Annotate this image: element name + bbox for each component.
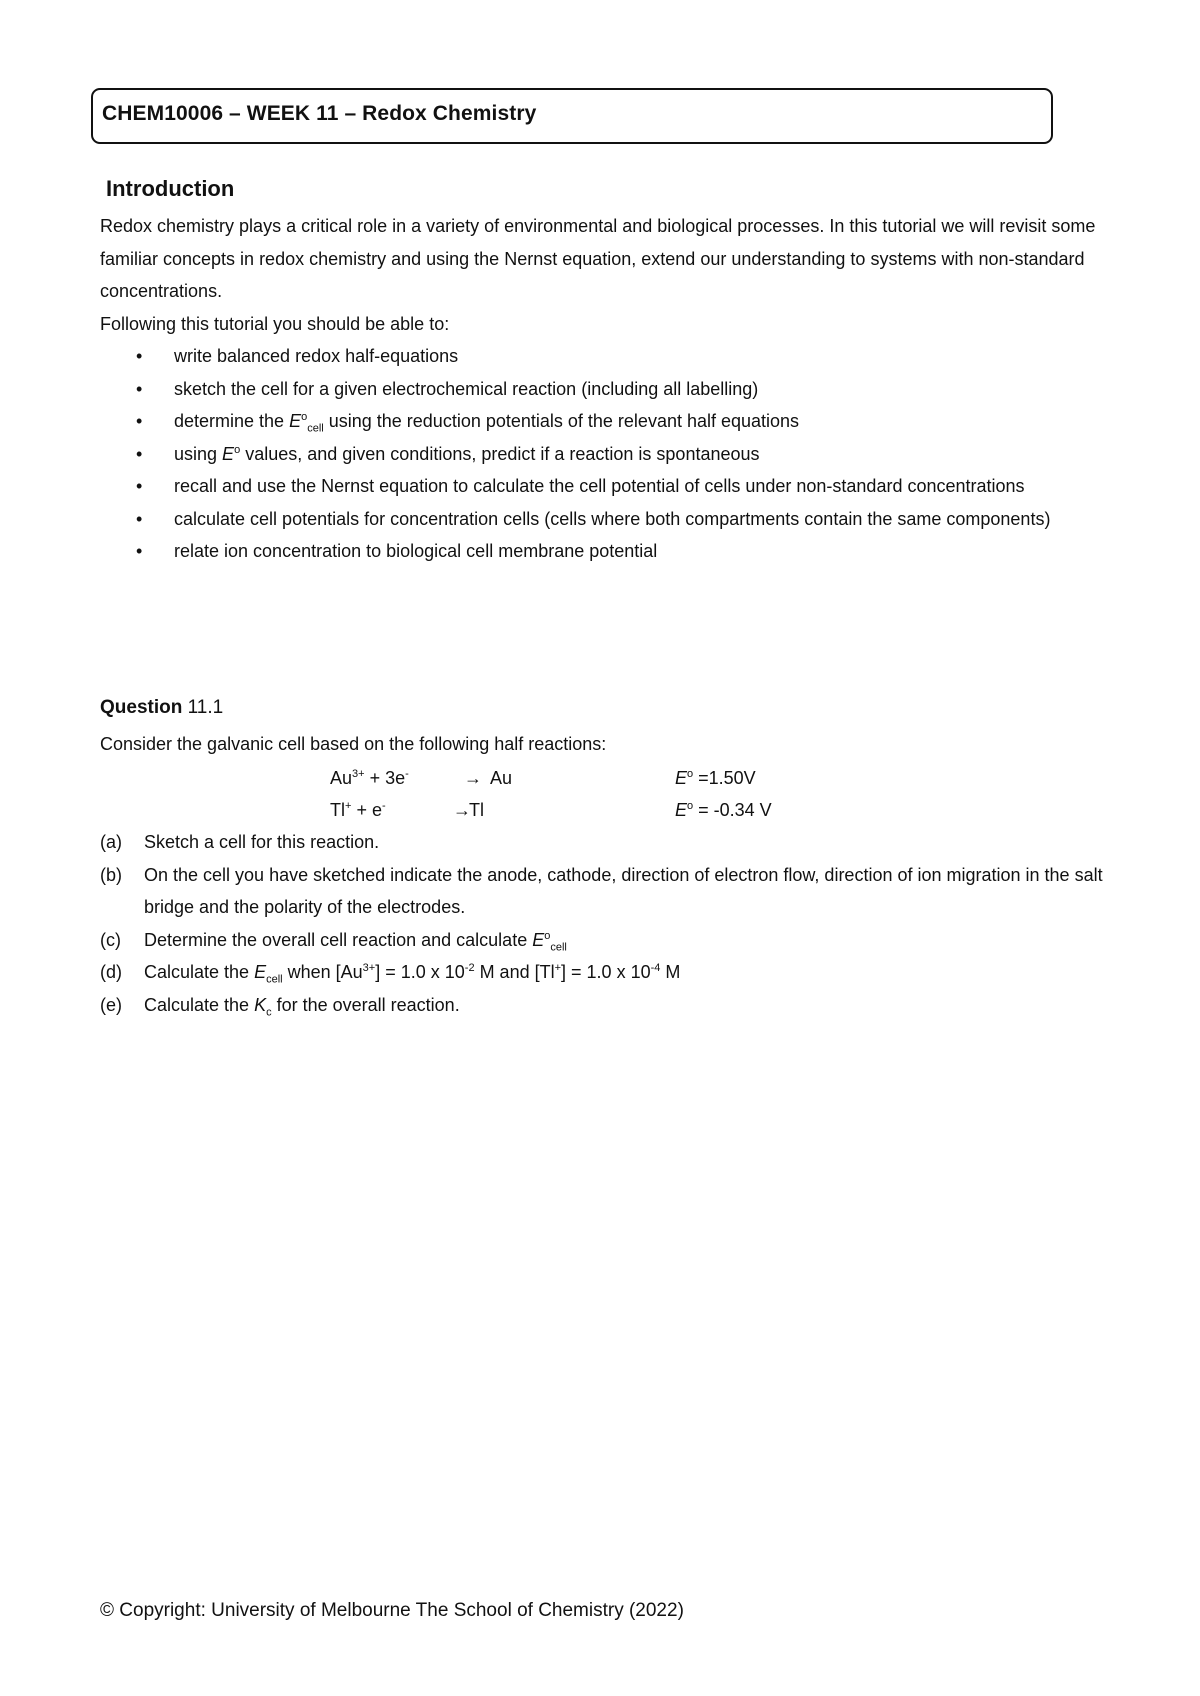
bullet-icon: • bbox=[136, 443, 143, 464]
part-text-post: M bbox=[660, 962, 681, 982]
reactants bbox=[330, 794, 386, 826]
au-charge: 3+ bbox=[362, 962, 376, 974]
list-item bbox=[100, 470, 1100, 503]
question-part-c bbox=[100, 924, 1110, 957]
e-variable: E bbox=[254, 962, 267, 982]
objective-text: write balanced redox half-equations bbox=[174, 346, 459, 366]
bullet-icon: • bbox=[136, 508, 143, 529]
e-variable: E bbox=[289, 411, 302, 431]
electron-charge: - bbox=[405, 768, 409, 780]
exponent: -4 bbox=[650, 962, 661, 974]
electron-charge: - bbox=[381, 800, 386, 812]
ion-charge: + bbox=[345, 800, 352, 812]
standard-superscript: o bbox=[544, 929, 551, 942]
standard-superscript: o bbox=[234, 443, 241, 456]
question-part-d bbox=[100, 956, 1110, 989]
ion-charge: 3+ bbox=[352, 768, 365, 780]
title-box bbox=[91, 88, 1053, 144]
list-item bbox=[100, 535, 1100, 568]
reaction-arrow-icon: → bbox=[453, 800, 471, 820]
exponent: -2 bbox=[464, 962, 475, 974]
cell-subscript: cell bbox=[266, 973, 283, 986]
electrons: + e bbox=[351, 800, 382, 820]
reactants bbox=[330, 762, 409, 794]
standard-superscript: o bbox=[301, 411, 308, 423]
part-label: (b) bbox=[100, 864, 122, 885]
part-text-mid: ] = 1.0 x 10 bbox=[561, 962, 651, 982]
standard-potential bbox=[675, 794, 772, 826]
part-label: (a) bbox=[100, 832, 122, 852]
potential-value: = -0.34 V bbox=[693, 800, 772, 820]
objective-text: sketch the cell for a given electrochemical reaction (including all labelling) bbox=[174, 378, 759, 399]
k-variable: K bbox=[254, 994, 267, 1015]
objectives-lead-in: Following this tutorial you should be able to: bbox=[100, 314, 450, 334]
ion-symbol: Tl bbox=[330, 800, 345, 820]
list-item bbox=[100, 503, 1100, 536]
bullet-icon: • bbox=[136, 411, 143, 431]
part-label: (c) bbox=[100, 929, 121, 950]
e-variable: E bbox=[675, 768, 688, 788]
standard-potential bbox=[675, 762, 756, 794]
introduction-heading: Introduction bbox=[106, 176, 235, 201]
document-title: CHEM10006 – WEEK 11 – Redox Chemistry bbox=[102, 102, 537, 125]
bullet-icon: • bbox=[136, 346, 143, 366]
copyright-footer: © Copyright: University of Melbourne The School of Chemistry (2022) bbox=[100, 1600, 684, 1621]
question-part-e bbox=[100, 989, 1110, 1022]
reaction-arrow-icon: → bbox=[464, 768, 482, 788]
ion-symbol: Au bbox=[330, 768, 353, 788]
part-text-mid: M and [Tl bbox=[474, 962, 555, 982]
bullet-icon: • bbox=[136, 476, 143, 496]
introduction-paragraph: Redox chemistry plays a critical role in a variety of environmental and biological processes. In this tutorial we will revisit some familiar concepts in redox chemistry and using the Nernst equation, extend our understanding to systems with non-standard concentrations. bbox=[100, 216, 1096, 301]
standard-superscript: o bbox=[687, 768, 694, 780]
c-subscript: c bbox=[266, 1006, 272, 1019]
question-parts bbox=[100, 826, 1110, 1021]
bullet-icon: • bbox=[136, 378, 143, 399]
cell-subscript: cell bbox=[307, 422, 324, 435]
list-item bbox=[100, 405, 1100, 438]
bullet-icon: • bbox=[136, 541, 143, 561]
question-heading bbox=[100, 697, 223, 719]
part-text-post: for the overall reaction. bbox=[271, 994, 460, 1015]
question-part-b bbox=[100, 859, 1110, 924]
potential-value: =1.50V bbox=[693, 768, 756, 788]
question-part-a bbox=[100, 826, 1110, 859]
objective-text-post: using the reduction potentials of the relevant half equations bbox=[323, 411, 800, 431]
objective-text: relate ion concentration to biological cell membrane potential bbox=[174, 541, 658, 561]
list-item bbox=[100, 340, 1100, 373]
e-variable: E bbox=[532, 929, 545, 950]
half-reaction-tl bbox=[0, 794, 1200, 826]
part-text-pre: Calculate the bbox=[144, 994, 255, 1015]
product: Au bbox=[490, 768, 513, 788]
objective-text: recall and use the Nernst equation to calculate the cell potential of cells under non-standard concentrations bbox=[174, 476, 1025, 496]
part-text: Determine the overall cell reaction and calculate bbox=[144, 929, 533, 950]
part-text-pre: Calculate the bbox=[144, 962, 255, 982]
question-number: 11.1 bbox=[187, 697, 224, 718]
e-variable: E bbox=[222, 443, 235, 464]
standard-superscript: o bbox=[687, 800, 694, 812]
question-word: Question bbox=[100, 697, 183, 718]
part-text: On the cell you have sketched indicate the anode, cathode, direction of electron flow, direction of ion migration in the salt bridge and the polarity of the electrodes. bbox=[144, 864, 1103, 917]
objective-text-pre: using bbox=[174, 443, 223, 464]
list-item bbox=[100, 373, 1100, 406]
tl-charge: + bbox=[554, 962, 562, 974]
question-intro: Consider the galvanic cell based on the following half reactions: bbox=[100, 734, 607, 754]
objectives-list bbox=[100, 340, 1100, 568]
objective-text-post: values, and given conditions, predict if a reaction is spontaneous bbox=[240, 443, 760, 464]
cell-subscript: cell bbox=[550, 941, 567, 954]
objective-text-pre: determine the bbox=[174, 411, 290, 431]
half-reaction-au bbox=[0, 762, 1200, 794]
part-text-mid: when [Au bbox=[282, 962, 363, 982]
product: Tl bbox=[469, 800, 484, 820]
electrons: + 3e bbox=[364, 768, 406, 788]
part-text-mid: ] = 1.0 x 10 bbox=[375, 962, 465, 982]
part-label: (d) bbox=[100, 962, 122, 982]
e-variable: E bbox=[675, 800, 688, 820]
objective-text: calculate cell potentials for concentration cells (cells where both compartments contain the same components) bbox=[174, 508, 1051, 529]
part-text: Sketch a cell for this reaction. bbox=[144, 832, 380, 852]
list-item bbox=[100, 438, 1100, 471]
part-label: (e) bbox=[100, 994, 122, 1015]
